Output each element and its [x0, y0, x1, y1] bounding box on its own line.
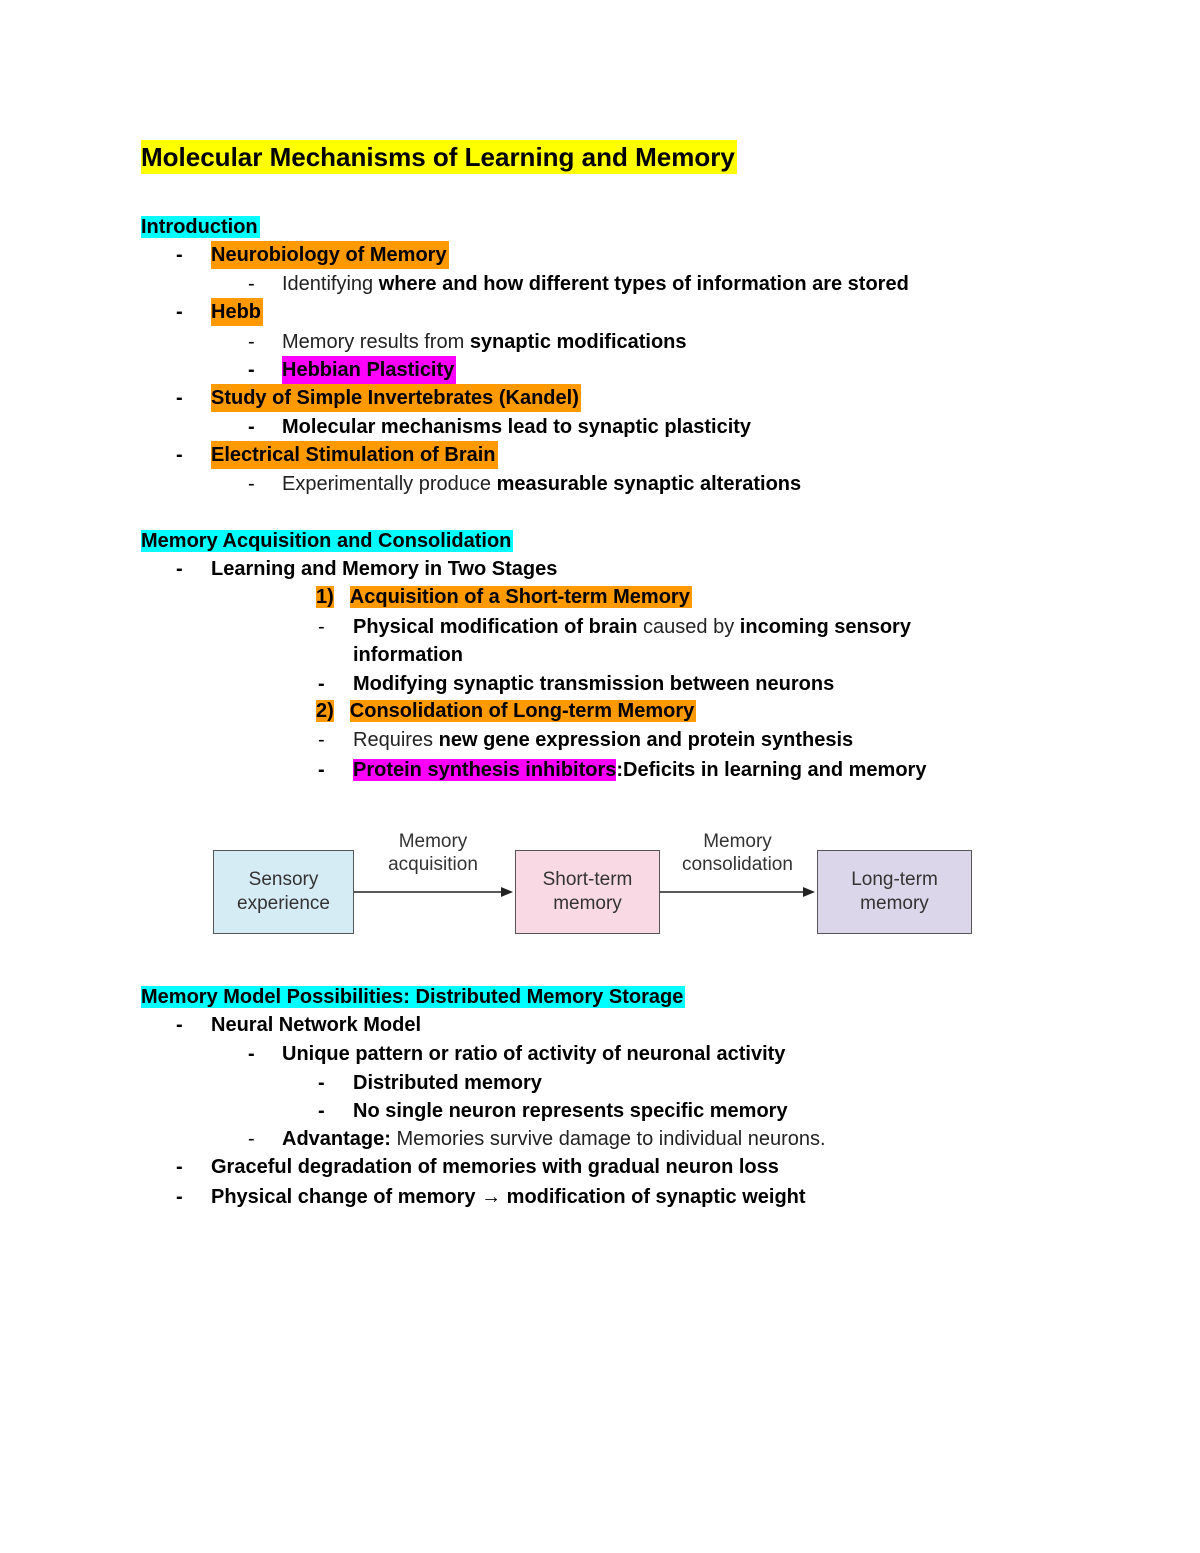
long-term-memory-box: Long-term memory [817, 850, 972, 934]
section-heading-introduction: Introduction [141, 216, 258, 238]
memory-stages-diagram [210, 826, 975, 938]
memory-consolidation-label: Memory consolidation [682, 831, 793, 875]
section-heading-memory-model: Memory Model Possibilities: Distributed Memory Storage [141, 986, 684, 1008]
stage-1-heading: 1) Acquisition of a Short-term Memory [316, 586, 690, 608]
diagram-arrows [210, 826, 975, 938]
acquisition-arrow [354, 887, 513, 897]
stage-2-heading: 2) Consolidation of Long-term Memory [316, 700, 695, 722]
memory-acquisition-label: Memory acquisition [388, 831, 478, 875]
sensory-experience-box: Sensory experience [213, 850, 354, 934]
short-term-memory-box: Short-term memory [515, 850, 660, 934]
consolidation-arrow [660, 887, 815, 897]
section-heading-acquisition: Memory Acquisition and Consolidation [141, 530, 512, 552]
list-item-continuation: information [353, 644, 463, 666]
page-title: Molecular Mechanisms of Learning and Memory [141, 142, 735, 172]
